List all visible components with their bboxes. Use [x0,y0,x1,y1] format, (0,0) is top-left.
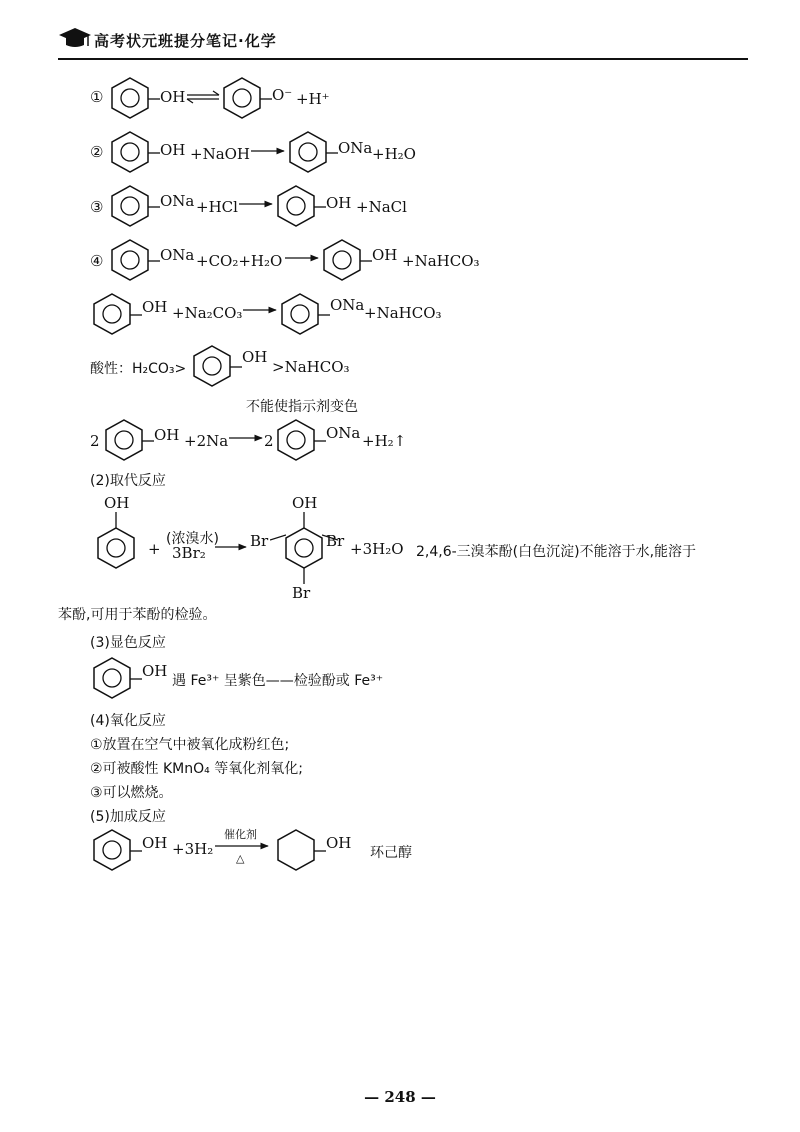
product-hplus: +H⁺ [296,90,330,108]
ona-group: ONa [330,296,365,314]
product: +NaHCO₃ [364,304,442,322]
section-title: (3)显色反应 [90,635,166,651]
page-number: — 248 — [364,1088,436,1106]
coefficient: 2 [90,432,100,450]
product: +H₂↑ [362,432,407,450]
reaction-arrow [238,199,274,209]
benzene-ring [276,418,316,462]
circled-number: ① [90,88,104,106]
benzene-ring [110,184,150,228]
bromine-bottom: Br [292,584,311,602]
reaction-arrow [214,542,248,552]
reagent: +NaOH [190,145,251,163]
oxidation-item: ③可以燃烧。 [90,785,173,801]
benzene-ring [222,76,262,120]
oh-group: OH [154,426,180,444]
benzene-ring [322,238,362,282]
water-product: +3H₂O [350,540,404,558]
oh-group: OH [104,494,130,512]
oxidation-item: ②可被酸性 KMnO₄ 等氧化剂氧化; [90,761,303,777]
section-title: (5)加成反应 [90,809,166,825]
oh-group: OH [326,834,352,852]
benzene-ring [96,526,136,570]
section-title: (2)取代反应 [90,473,166,489]
product: +NaHCO₃ [402,252,480,270]
reagent: +CO₂+H₂O [196,252,283,270]
catalyst-label: 催化剂 [224,828,257,841]
oxidation-item: ①放置在空气中被氧化成粉红色; [90,737,290,753]
phenoxide-group: O⁻ [272,86,293,104]
benzene-ring [92,292,132,336]
equilibrium-arrow [186,90,220,104]
header-rule [58,58,748,60]
section-title: (4)氧化反应 [90,713,166,729]
benzene-ring [192,344,232,388]
benzene-ring [284,526,324,570]
reagent: 3Br₂ [172,544,206,562]
product: +H₂O [372,145,416,163]
plus-sign: + [148,540,161,558]
reaction-arrow [214,841,270,851]
benzene-ring [104,418,144,462]
benzene-ring [288,130,328,174]
reaction-arrow [228,433,264,443]
oh-group: OH [160,88,186,106]
reaction-arrow [242,305,278,315]
product: +NaCl [356,198,407,216]
product-name: 环己醇 [370,845,412,861]
reaction-arrow [250,146,286,156]
benzene-ring [110,238,150,282]
benzene-ring [280,292,320,336]
circled-number: ② [90,143,104,161]
oh-group: OH [326,194,352,212]
condition-top: (浓溴水) [166,531,219,547]
reaction-arrow [284,253,320,263]
oh-group: OH [142,834,168,852]
product-coefficient: 2 [264,432,274,450]
reagent: +HCl [196,198,238,216]
bromine-right: Br [326,532,345,550]
cyclohexane-ring [276,828,316,872]
oh-group: OH [142,662,168,680]
reagent: +Na₂CO₃ [172,304,243,322]
heat-symbol: △ [236,852,245,865]
acidity-lead: 酸性：H₂CO₃> [90,361,187,377]
oh-group: OH [160,141,186,159]
ona-group: ONa [160,192,195,210]
bromine-left: Br [250,532,269,550]
graduation-cap-icon [58,26,92,50]
description-continued: 苯酚,可用于苯酚的检验。 [58,607,217,623]
ona-group: ONa [160,246,195,264]
circled-number: ④ [90,252,104,270]
indicator-note: 不能使指示剂变色 [246,399,358,415]
oh-group: OH [142,298,168,316]
oh-group: OH [292,494,318,512]
reagent: +2Na [184,432,229,450]
ona-group: ONa [338,139,373,157]
oh-group: OH [242,348,268,366]
acidity-tail: >NaHCO₃ [272,358,350,376]
benzene-ring [110,130,150,174]
ona-group: ONa [326,424,361,442]
reagent: +3H₂ [172,840,214,858]
benzene-ring [92,656,132,700]
color-reaction-text: 遇 Fe³⁺ 呈紫色——检验酚或 Fe³⁺ [172,673,384,689]
circled-number: ③ [90,198,104,216]
benzene-ring [276,184,316,228]
benzene-ring [110,76,150,120]
benzene-ring [92,828,132,872]
header-title: 高考状元班提分笔记·化学 [94,32,277,50]
tribromophenol-description: 2,4,6-三溴苯酚(白色沉淀)不能溶于水,能溶于 [416,544,697,560]
oh-group: OH [372,246,398,264]
